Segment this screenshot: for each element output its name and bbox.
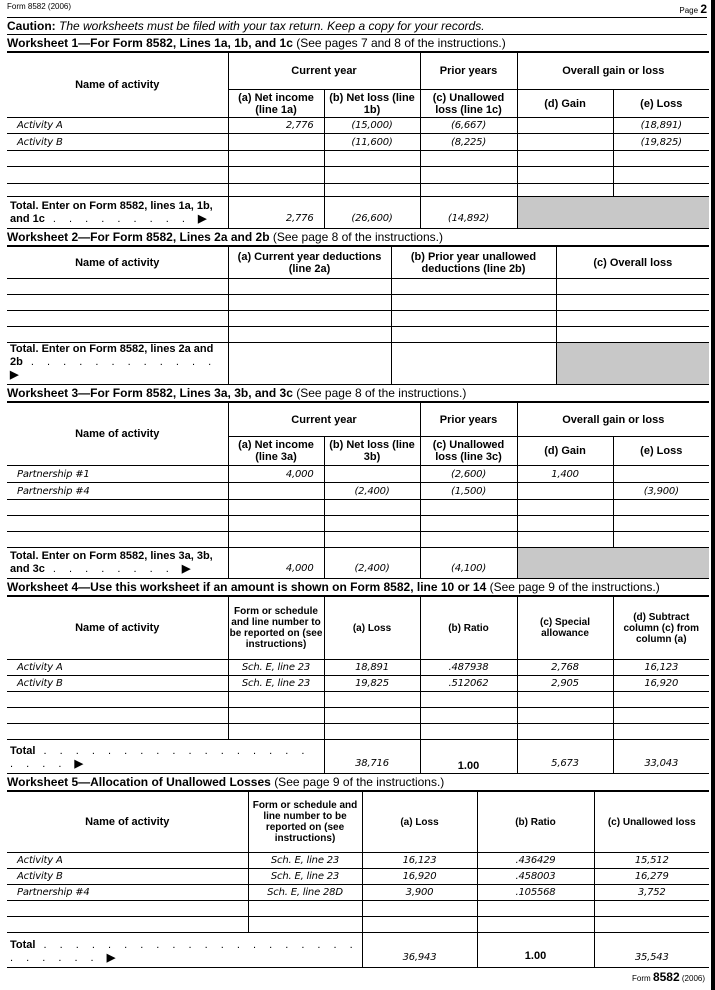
table-cell: (1,500) bbox=[420, 483, 517, 500]
col-form: Form or schedule and line number to be reported on (see instructions) bbox=[228, 597, 324, 660]
table-cell bbox=[556, 327, 709, 343]
title-text: Worksheet 2—For Form 8582, Lines 2a and 2b bbox=[7, 230, 270, 244]
table-cell bbox=[391, 295, 556, 311]
table-cell bbox=[228, 311, 391, 327]
activity-name-cell bbox=[7, 724, 228, 740]
activity-name-cell bbox=[7, 279, 228, 295]
table-cell bbox=[517, 483, 613, 500]
table-cell bbox=[391, 327, 556, 343]
table-cell bbox=[517, 532, 613, 548]
table-cell: (8,225) bbox=[420, 134, 517, 151]
table-row bbox=[7, 295, 709, 311]
worksheet-3-table bbox=[7, 402, 709, 579]
table-cell: 19,825 bbox=[324, 676, 420, 692]
activity-name-cell: Partnership #4 bbox=[7, 885, 248, 901]
col-b: (b) Ratio bbox=[477, 792, 594, 853]
footer-year: (2006) bbox=[681, 974, 705, 983]
col-c: (c) Unallowed loss bbox=[594, 792, 709, 853]
table-cell bbox=[517, 516, 613, 532]
total-row bbox=[7, 740, 709, 774]
table-row bbox=[7, 466, 709, 483]
table-row bbox=[7, 676, 709, 692]
table-cell: (6,667) bbox=[420, 118, 517, 134]
total-c: 5,673 bbox=[517, 740, 613, 774]
total-row bbox=[7, 548, 709, 579]
worksheet-5-table bbox=[7, 791, 709, 968]
activity-name-cell: Activity B bbox=[7, 869, 248, 885]
total-b: 1.00 bbox=[420, 740, 517, 774]
table-cell: (2,400) bbox=[324, 483, 420, 500]
table-cell bbox=[324, 184, 420, 197]
worksheet-2-title bbox=[7, 229, 709, 246]
table-cell: (15,000) bbox=[324, 118, 420, 134]
table-row bbox=[7, 917, 709, 933]
table-cell bbox=[613, 151, 709, 167]
total-c: (4,100) bbox=[420, 548, 517, 579]
table-row bbox=[7, 708, 709, 724]
table-cell bbox=[391, 311, 556, 327]
col-group-prior-years: Prior years bbox=[420, 403, 517, 437]
table-cell: .436429 bbox=[477, 853, 594, 869]
col-a: (a) Net income (line 3a) bbox=[228, 437, 324, 466]
form-header bbox=[7, 2, 707, 18]
total-a bbox=[228, 343, 391, 385]
table-cell: Sch. E, line 23 bbox=[228, 660, 324, 676]
table-cell: (3,900) bbox=[613, 483, 709, 500]
activity-name-cell bbox=[7, 311, 228, 327]
col-group-current-year: Current year bbox=[228, 403, 420, 437]
leader-dots: . . . . . . . . . bbox=[44, 213, 198, 225]
table-cell bbox=[324, 151, 420, 167]
table-cell: (2,600) bbox=[420, 466, 517, 483]
title-text: Worksheet 4—Use this worksheet if an amount is shown on Form 8582, line 10 or 14 bbox=[7, 580, 487, 594]
title-note: (See page 9 of the instructions.) bbox=[489, 580, 660, 594]
table-cell bbox=[324, 692, 420, 708]
total-d: 33,043 bbox=[613, 740, 709, 774]
total-row bbox=[7, 197, 709, 229]
table-cell bbox=[613, 724, 709, 740]
col-c: (c) Special allowance bbox=[517, 597, 613, 660]
col-group-overall: Overall gain or loss bbox=[517, 403, 709, 437]
table-cell bbox=[228, 151, 324, 167]
table-cell: 3,752 bbox=[594, 885, 709, 901]
table-row bbox=[7, 151, 709, 167]
table-cell bbox=[228, 483, 324, 500]
table-cell bbox=[362, 917, 477, 933]
total-label: Total . . . . . . . . . . . . . . . . . . . . . ▶ bbox=[7, 740, 324, 774]
col-b: (b) Net loss (line 3b) bbox=[324, 437, 420, 466]
worksheet-3-title bbox=[7, 385, 709, 402]
worksheet-4-title bbox=[7, 579, 709, 596]
table-row bbox=[7, 724, 709, 740]
total-a: 2,776 bbox=[228, 197, 324, 229]
table-cell: (11,600) bbox=[324, 134, 420, 151]
page-number: 2 bbox=[700, 2, 707, 16]
table-row bbox=[7, 311, 709, 327]
table-row bbox=[7, 692, 709, 708]
table-cell bbox=[477, 917, 594, 933]
table-cell: 2,768 bbox=[517, 660, 613, 676]
col-d: (d) Subtract column (c) from column (a) bbox=[613, 597, 709, 660]
table-cell bbox=[477, 901, 594, 917]
caution-label: Caution: bbox=[7, 19, 56, 33]
table-cell bbox=[594, 901, 709, 917]
table-cell: 16,920 bbox=[613, 676, 709, 692]
table-row bbox=[7, 279, 709, 295]
col-b: (b) Ratio bbox=[420, 597, 517, 660]
col-name: Name of activity bbox=[7, 597, 228, 660]
table-cell bbox=[420, 500, 517, 516]
table-cell bbox=[228, 724, 324, 740]
col-name: Name of activity bbox=[7, 792, 248, 853]
table-cell bbox=[228, 327, 391, 343]
col-a: (a) Loss bbox=[324, 597, 420, 660]
table-cell bbox=[613, 708, 709, 724]
total-b: (26,600) bbox=[324, 197, 420, 229]
table-cell: 15,512 bbox=[594, 853, 709, 869]
leader-dots: . . . . . . . . . . . . . . . . . . . . . . . . . . bbox=[10, 939, 358, 964]
table-row bbox=[7, 901, 709, 917]
table-cell: 4,000 bbox=[228, 466, 324, 483]
caution-text: The worksheets must be filed with your tax return. Keep a copy for your records. bbox=[59, 19, 485, 33]
table-cell: .487938 bbox=[420, 660, 517, 676]
title-note: (See pages 7 and 8 of the instructions.) bbox=[296, 36, 506, 50]
worksheet-1-title bbox=[7, 35, 709, 52]
total-a: 36,943 bbox=[362, 933, 477, 968]
total-b: 1.00 bbox=[477, 933, 594, 968]
form-footer bbox=[0, 970, 705, 986]
total-b bbox=[391, 343, 556, 385]
worksheet-3 bbox=[7, 385, 709, 579]
table-row bbox=[7, 134, 709, 151]
total-label-text: Total. Enter on Form 8582, lines 3a, 3b, and 3c bbox=[10, 550, 213, 575]
table-cell bbox=[324, 500, 420, 516]
table-cell: Sch. E, line 23 bbox=[228, 676, 324, 692]
table-row bbox=[7, 483, 709, 500]
table-cell bbox=[228, 134, 324, 151]
table-cell bbox=[228, 532, 324, 548]
table-cell: Sch. E, line 28D bbox=[248, 885, 362, 901]
table-cell: Sch. E, line 23 bbox=[248, 853, 362, 869]
table-cell: .512062 bbox=[420, 676, 517, 692]
table-cell bbox=[613, 466, 709, 483]
worksheet-4 bbox=[7, 579, 709, 774]
col-c: (c) Overall loss bbox=[556, 247, 709, 279]
table-cell: 2,776 bbox=[228, 118, 324, 134]
worksheet-1-table bbox=[7, 52, 709, 229]
table-cell bbox=[613, 532, 709, 548]
table-cell bbox=[517, 500, 613, 516]
table-cell bbox=[420, 167, 517, 184]
activity-name-cell bbox=[7, 692, 228, 708]
table-cell bbox=[228, 692, 324, 708]
col-b: (b) Net loss (line 1b) bbox=[324, 90, 420, 118]
table-cell bbox=[248, 901, 362, 917]
title-note: (See page 9 of the instructions.) bbox=[274, 775, 445, 789]
table-cell bbox=[420, 692, 517, 708]
table-cell: (18,891) bbox=[613, 118, 709, 134]
total-label: Total. Enter on Form 8582, lines 3a, 3b, and 3c . . . . . . . . ▶ bbox=[7, 548, 228, 579]
activity-name-cell: Activity A bbox=[7, 853, 248, 869]
col-group-overall: Overall gain or loss bbox=[517, 53, 709, 90]
col-d: (d) Gain bbox=[517, 437, 613, 466]
footer-form-word: Form bbox=[632, 974, 651, 983]
col-c: (c) Unallowed loss (line 1c) bbox=[420, 90, 517, 118]
table-row bbox=[7, 118, 709, 134]
form-label: Form 8582 (2006) bbox=[7, 2, 72, 11]
table-row bbox=[7, 853, 709, 869]
title-note: (See page 8 of the instructions.) bbox=[272, 230, 443, 244]
table-cell bbox=[420, 724, 517, 740]
table-cell bbox=[228, 516, 324, 532]
table-cell: 1,400 bbox=[517, 466, 613, 483]
table-cell bbox=[556, 279, 709, 295]
activity-name-cell bbox=[7, 708, 228, 724]
col-b: (b) Prior year unallowed deductions (line 2b) bbox=[391, 247, 556, 279]
total-row bbox=[7, 343, 709, 385]
col-e: (e) Loss bbox=[613, 437, 709, 466]
shaded-area bbox=[517, 548, 709, 579]
col-a: (a) Current year deductions (line 2a) bbox=[228, 247, 391, 279]
table-cell: 16,279 bbox=[594, 869, 709, 885]
table-cell: Sch. E, line 23 bbox=[248, 869, 362, 885]
activity-name-cell bbox=[7, 917, 248, 933]
table-cell: 16,123 bbox=[613, 660, 709, 676]
total-c: 35,543 bbox=[594, 933, 709, 968]
leader-dots: . . . . . . . . . . . . bbox=[22, 356, 217, 368]
title-text: Worksheet 5—Allocation of Unallowed Losses bbox=[7, 775, 271, 789]
activity-name-cell bbox=[7, 295, 228, 311]
total-a: 38,716 bbox=[324, 740, 420, 774]
total-a: 4,000 bbox=[228, 548, 324, 579]
activity-name-cell bbox=[7, 516, 228, 532]
table-cell bbox=[613, 516, 709, 532]
total-row bbox=[7, 933, 709, 968]
table-cell: 18,891 bbox=[324, 660, 420, 676]
table-cell bbox=[391, 279, 556, 295]
title-note: (See page 8 of the instructions.) bbox=[296, 386, 467, 400]
activity-name-cell bbox=[7, 532, 228, 548]
table-row bbox=[7, 516, 709, 532]
activity-name-cell: Partnership #1 bbox=[7, 466, 228, 483]
activity-name-cell: Activity A bbox=[7, 660, 228, 676]
activity-name-cell bbox=[7, 901, 248, 917]
total-label-text: Total bbox=[10, 745, 36, 757]
total-label: Total. Enter on Form 8582, lines 2a and 2b . . . . . . . . . . . . ▶ bbox=[7, 343, 228, 385]
col-name: Name of activity bbox=[7, 247, 228, 279]
title-text: Worksheet 1—For Form 8582, Lines 1a, 1b, and 1c bbox=[7, 36, 293, 50]
table-cell bbox=[517, 708, 613, 724]
table-row bbox=[7, 167, 709, 184]
col-d: (d) Gain bbox=[517, 90, 613, 118]
table-cell bbox=[248, 917, 362, 933]
activity-name-cell bbox=[7, 500, 228, 516]
table-cell bbox=[324, 516, 420, 532]
table-cell bbox=[594, 917, 709, 933]
activity-name-cell: Activity A bbox=[7, 118, 228, 134]
col-name: Name of activity bbox=[7, 53, 228, 118]
table-cell bbox=[556, 295, 709, 311]
worksheet-1 bbox=[7, 35, 709, 229]
table-cell bbox=[324, 708, 420, 724]
table-cell bbox=[613, 184, 709, 197]
table-cell bbox=[517, 134, 613, 151]
page-indicator bbox=[679, 2, 707, 16]
total-label-text: Total bbox=[10, 939, 36, 951]
table-cell bbox=[362, 901, 477, 917]
total-label: Total . . . . . . . . . . . . . . . . . . . . . . . . . . ▶ bbox=[7, 933, 362, 968]
table-cell: .105568 bbox=[477, 885, 594, 901]
col-group-current-year: Current year bbox=[228, 53, 420, 90]
activity-name-cell bbox=[7, 151, 228, 167]
total-label-text: Total. Enter on Form 8582, lines 1a, 1b, and 1c bbox=[10, 200, 213, 225]
table-row bbox=[7, 885, 709, 901]
table-row bbox=[7, 869, 709, 885]
table-row bbox=[7, 327, 709, 343]
col-c: (c) Unallowed loss (line 3c) bbox=[420, 437, 517, 466]
col-a: (a) Loss bbox=[362, 792, 477, 853]
worksheet-2-table bbox=[7, 246, 709, 385]
page-label: Page bbox=[679, 6, 699, 15]
table-cell: 3,900 bbox=[362, 885, 477, 901]
table-cell bbox=[228, 295, 391, 311]
table-cell bbox=[228, 184, 324, 197]
col-e: (e) Loss bbox=[613, 90, 709, 118]
total-label-text: Total. Enter on Form 8582, lines 2a and 2b bbox=[10, 343, 214, 368]
activity-name-cell bbox=[7, 167, 228, 184]
col-group-prior-years: Prior years bbox=[420, 53, 517, 90]
table-cell bbox=[517, 167, 613, 184]
table-cell: 16,920 bbox=[362, 869, 477, 885]
activity-name-cell: Activity B bbox=[7, 676, 228, 692]
table-cell bbox=[613, 167, 709, 184]
table-cell: (19,825) bbox=[613, 134, 709, 151]
table-cell bbox=[517, 151, 613, 167]
table-cell bbox=[556, 311, 709, 327]
total-c: (14,892) bbox=[420, 197, 517, 229]
table-cell bbox=[613, 692, 709, 708]
shaded-area bbox=[556, 343, 709, 385]
table-cell bbox=[324, 724, 420, 740]
title-text: Worksheet 3—For Form 8582, Lines 3a, 3b, and 3c bbox=[7, 386, 293, 400]
activity-name-cell: Activity B bbox=[7, 134, 228, 151]
col-form: Form or schedule and line number to be reported on (see instructions) bbox=[248, 792, 362, 853]
table-cell bbox=[228, 279, 391, 295]
table-cell bbox=[517, 184, 613, 197]
worksheet-5 bbox=[7, 774, 709, 968]
worksheet-2 bbox=[7, 229, 709, 385]
table-cell bbox=[517, 724, 613, 740]
activity-name-cell bbox=[7, 327, 228, 343]
table-cell bbox=[613, 500, 709, 516]
table-cell bbox=[324, 532, 420, 548]
table-cell bbox=[228, 708, 324, 724]
leader-dots: . . . . . . . . bbox=[44, 563, 182, 575]
table-cell: .458003 bbox=[477, 869, 594, 885]
table-row bbox=[7, 184, 709, 197]
table-cell bbox=[420, 151, 517, 167]
table-row bbox=[7, 500, 709, 516]
leader-dots: . . . . . . . . . . . . . . . . . . . . . bbox=[10, 745, 310, 770]
col-name: Name of activity bbox=[7, 403, 228, 466]
table-cell bbox=[228, 500, 324, 516]
shaded-area bbox=[517, 197, 709, 229]
table-cell bbox=[420, 708, 517, 724]
table-row bbox=[7, 532, 709, 548]
caution-note bbox=[7, 18, 707, 35]
table-cell: 16,123 bbox=[362, 853, 477, 869]
table-cell bbox=[420, 532, 517, 548]
table-cell bbox=[228, 167, 324, 184]
table-cell bbox=[517, 692, 613, 708]
table-cell bbox=[324, 466, 420, 483]
table-cell bbox=[517, 118, 613, 134]
col-a: (a) Net income (line 1a) bbox=[228, 90, 324, 118]
table-cell bbox=[420, 516, 517, 532]
total-b: (2,400) bbox=[324, 548, 420, 579]
worksheet-4-table bbox=[7, 596, 709, 774]
table-cell: 2,905 bbox=[517, 676, 613, 692]
table-row bbox=[7, 660, 709, 676]
table-cell bbox=[420, 184, 517, 197]
total-label: Total. Enter on Form 8582, lines 1a, 1b, and 1c . . . . . . . . . ▶ bbox=[7, 197, 228, 229]
activity-name-cell bbox=[7, 184, 228, 197]
worksheet-5-title bbox=[7, 774, 709, 791]
activity-name-cell: Partnership #4 bbox=[7, 483, 228, 500]
footer-form-number: 8582 bbox=[652, 970, 680, 984]
table-cell bbox=[324, 167, 420, 184]
